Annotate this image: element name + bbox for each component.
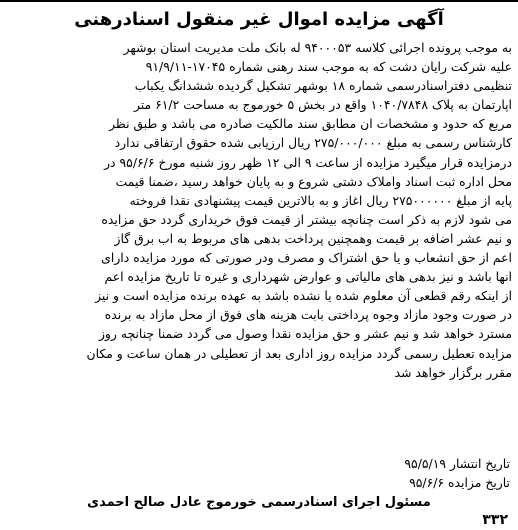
body-line: اعم از حق انشعاب و یا حق اشتراک و مصرف ودر صورتی که مورد مزایده دارای	[101, 250, 512, 266]
notice-dates	[404, 454, 510, 492]
body-line: و نیم عشر اضافه بر قیمت وهمچنین پرداخت بدهی های مربوط به اب برق گاز	[114, 230, 512, 246]
page-number: ۳۳۲	[482, 512, 508, 528]
publish-date: تاریخ انتشار ۹۵/۵/۱۹	[404, 456, 510, 471]
body-line: از اینکه رقم قطعی آن معلوم شده یا نشده باشد به عهده برنده مزایده است و نیز	[95, 288, 512, 304]
notice-title: آگهی مزایده اموال غیر منقول اسنادرهنی	[74, 9, 444, 30]
notice-body	[6, 38, 512, 382]
body-line: کارشناس رسمی به مبلغ ۲۷۵/۰۰۰/۰۰۰ ریال ارزیابی شده حقوق ارتفاقی ندارد	[114, 135, 512, 151]
body-line: مزایده تعطیل رسمی گردد مزایده روز اداری بعد از تعطیلی در همان ساعت و مکان	[86, 345, 512, 361]
body-line: درمزایده قرار میگیرد مزایده از ساعت ۹ الی ۱۲ ظهر روز شنبه مورخ ۹۵/۶/۶ در	[104, 154, 512, 170]
auction-date: تاریخ مزایده ۹۵/۶/۶	[409, 475, 510, 491]
body-line: می شود لازم به ذکر است چنانچه بیشتر از قیمت فوق خریداری گردد حق مزایده	[101, 211, 512, 227]
body-line: مربع که حدود و مشخصات ان مطابق سند مالکیت صادره می باشد و طبق نظر	[109, 116, 512, 132]
body-line: پایه از مبلغ ۲۷۵۰۰۰۰۰۰ ریال اغاز و به بالاترین قیمت پیشنهادی نقدا فروخته	[129, 192, 512, 208]
body-line: اپارتمان به پلاک ۱۰۴۰/۷۸۴۸ واقع در بخش ۵ خورموج به مساحت ۶۱/۲ متر	[133, 97, 512, 113]
body-line: مسترد خواهد شد و نیم عشر و حق مزایده نقدا وصول می گردد ضمنا چنانچه روز	[98, 326, 512, 342]
body-line: محل اداره ثبت اسناد واملاک دشتی شروع و به پایان خواهد رسید ،ضمنا قیمت	[115, 173, 512, 189]
body-line: به موجب پرونده اجرائی کلاسه ۹۴۰۰۰۵۳ له بانک ملت مدیریت استان بوشهر	[123, 40, 512, 55]
signature: مسئول اجرای اسنادرسمی خورموج عادل صالح احمدی	[87, 495, 431, 510]
body-line: تنظیمی دفتراسنادرسمی شماره ۱۸ بوشهر تشکیل گردیده ششدانگ یکباب	[134, 78, 512, 94]
body-line: انها باشد و نیز بدهی های مالیاتی و عوارض شهرداری و غیره تا تاریخ مزایده اعم	[104, 269, 512, 285]
body-line: مقرر برگزار خواهد شد	[394, 364, 512, 380]
body-line: در صورت وجود مازاد وجوه پرداختی بابت هزینه های فوق از محل مازاد به برنده	[104, 307, 512, 323]
body-line: علیه شرکت رایان دشت که به موجب سند رهنی شماره ۱۷۰۴۵-۹۱/۹/۱۱	[145, 59, 512, 75]
